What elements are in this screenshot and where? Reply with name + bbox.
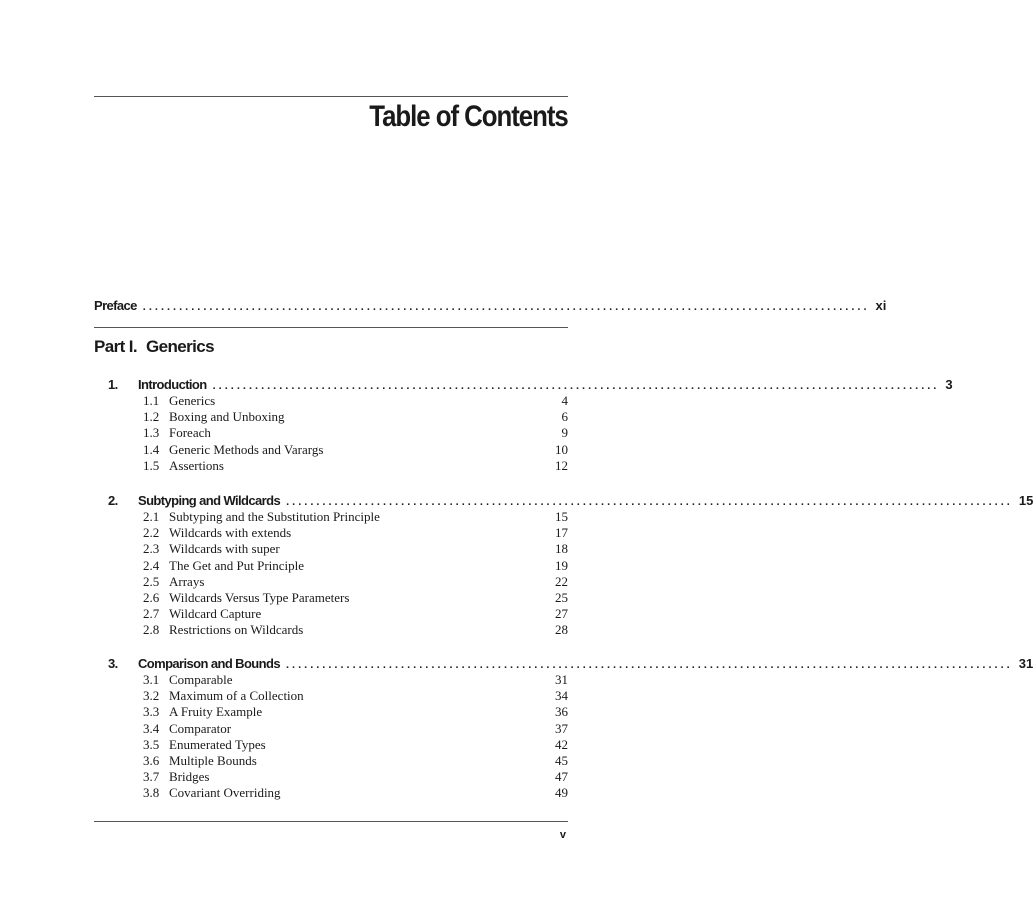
- toc-section[interactable]: [143, 458, 568, 474]
- section-page: 42: [555, 736, 568, 752]
- chapter-page: 15: [1018, 493, 1033, 508]
- dot-leader: ........................................................................................................................: [286, 496, 1013, 508]
- toc-section[interactable]: [143, 541, 568, 557]
- section-title: Generics: [169, 393, 216, 408]
- section-number: 2.3: [143, 541, 160, 557]
- preface-page: xi: [875, 298, 887, 313]
- toc-entry-preface[interactable]: [94, 298, 887, 313]
- chapter-label: [108, 493, 280, 508]
- section-number: 2.7: [143, 606, 160, 622]
- toc-section[interactable]: [143, 590, 568, 606]
- section-number: 1.3: [143, 425, 160, 441]
- toc-section[interactable]: [143, 606, 568, 622]
- section-number: 1.4: [143, 441, 160, 457]
- chapter-title: Subtyping and Wildcards: [138, 493, 281, 508]
- section-number: 3.1: [143, 672, 160, 687]
- chapter-page: 3: [945, 377, 953, 392]
- toc-chapter-2[interactable]: [108, 493, 1033, 508]
- section-page: 27: [555, 606, 568, 622]
- section-number: 2.6: [143, 590, 160, 605]
- section-page: 25: [555, 590, 568, 605]
- section-page: 19: [555, 557, 568, 573]
- section-page: 15: [555, 509, 568, 524]
- section-number: 3.2: [143, 688, 160, 704]
- toc-section[interactable]: [143, 442, 568, 458]
- toc-section[interactable]: [143, 769, 568, 785]
- toc-section[interactable]: [143, 558, 568, 574]
- section-page: 18: [555, 541, 568, 557]
- toc-section[interactable]: [143, 737, 568, 753]
- section-page: 36: [555, 704, 568, 720]
- section-title: Covariant Overriding: [169, 785, 281, 801]
- section-page: 6: [561, 409, 568, 425]
- section-title: Restrictions on Wildcards: [169, 622, 304, 638]
- section-number: 3.8: [143, 785, 160, 801]
- chapter-page: 31: [1018, 656, 1033, 671]
- section-title: Foreach: [169, 425, 211, 441]
- toc-section[interactable]: [143, 574, 568, 590]
- part-number: Part I.: [94, 337, 138, 356]
- section-number: 2.1: [143, 509, 160, 524]
- toc-section[interactable]: [143, 688, 568, 704]
- chapter-title: Introduction: [138, 377, 207, 392]
- section-number: 2.8: [143, 622, 160, 638]
- chapter-title: Comparison and Bounds: [138, 656, 280, 671]
- chapter-label: [108, 656, 280, 671]
- section-title: Assertions: [169, 457, 224, 473]
- section-page: 47: [555, 769, 568, 785]
- toc-section[interactable]: [143, 622, 568, 638]
- section-page: 4: [561, 393, 568, 408]
- section-title: Comparator: [169, 720, 232, 736]
- section-number: 1.1: [143, 393, 160, 408]
- section-page: 9: [561, 425, 568, 441]
- section-number: 3.4: [143, 720, 160, 736]
- dot-leader: ........................................................................................................................: [142, 301, 870, 313]
- section-title: Wildcards with super: [169, 541, 280, 557]
- section-title: Comparable: [169, 672, 233, 687]
- chapter-number: 1.: [108, 377, 118, 392]
- page-title: Table of Contents: [369, 100, 568, 133]
- toc-section[interactable]: [143, 425, 568, 441]
- toc-section[interactable]: [143, 785, 568, 801]
- section-title: Enumerated Types: [169, 736, 266, 752]
- section-page: 12: [555, 457, 568, 473]
- section-number: 1.5: [143, 457, 160, 473]
- section-title: Maximum of a Collection: [169, 688, 304, 704]
- toc-section[interactable]: [143, 721, 568, 737]
- toc-section[interactable]: [143, 525, 568, 541]
- section-title: Bridges: [169, 769, 210, 785]
- toc-section[interactable]: [143, 393, 568, 409]
- section-title: Boxing and Unboxing: [169, 409, 285, 425]
- section-page: 17: [555, 525, 568, 541]
- section-title: Wildcards with extends: [169, 525, 292, 541]
- preface-rule: [94, 327, 568, 328]
- section-number: 2.2: [143, 525, 160, 541]
- section-title: A Fruity Example: [169, 704, 263, 720]
- toc-chapter-1[interactable]: [108, 377, 953, 392]
- toc-section[interactable]: [143, 672, 568, 688]
- section-number: 3.5: [143, 736, 160, 752]
- section-number: 3.3: [143, 704, 160, 720]
- toc-section[interactable]: [143, 753, 568, 769]
- section-page: 22: [555, 573, 568, 589]
- bottom-rule: [94, 821, 568, 822]
- toc-section[interactable]: [143, 704, 568, 720]
- section-title: Generic Methods and Varargs: [169, 441, 324, 457]
- section-page: 28: [555, 622, 568, 638]
- part-title: Generics: [146, 337, 214, 356]
- chapter-number: 2.: [108, 493, 118, 508]
- section-number: 2.4: [143, 557, 160, 573]
- section-number: 3.6: [143, 753, 160, 768]
- part-heading: [94, 337, 214, 357]
- section-page: 49: [555, 785, 568, 801]
- section-title: Arrays: [169, 573, 205, 589]
- section-number: 3.7: [143, 769, 160, 785]
- section-number: 1.2: [143, 409, 160, 425]
- toc-section[interactable]: [143, 409, 568, 425]
- section-title: The Get and Put Principle: [169, 557, 305, 573]
- section-page: 31: [555, 672, 568, 687]
- top-rule: [94, 96, 568, 97]
- section-title: Wildcard Capture: [169, 606, 262, 622]
- section-title: Wildcards Versus Type Parameters: [169, 590, 350, 605]
- page-folio: v: [559, 829, 566, 841]
- dot-leader: ........................................................................................................................: [212, 380, 940, 392]
- section-number: 2.5: [143, 573, 160, 589]
- section-title: Subtyping and the Substitution Principle: [169, 509, 380, 524]
- chapter-number: 3.: [108, 656, 118, 671]
- dot-leader: ........................................................................................................................: [285, 659, 1013, 671]
- preface-label: Preface: [94, 298, 137, 313]
- toc-section[interactable]: [143, 509, 568, 525]
- toc-chapter-3[interactable]: [108, 656, 1033, 671]
- section-page: 34: [555, 688, 568, 704]
- section-title: Multiple Bounds: [169, 753, 257, 768]
- chapter-label: [108, 377, 207, 392]
- section-page: 45: [555, 753, 568, 768]
- section-page: 10: [555, 441, 568, 457]
- section-page: 37: [555, 720, 568, 736]
